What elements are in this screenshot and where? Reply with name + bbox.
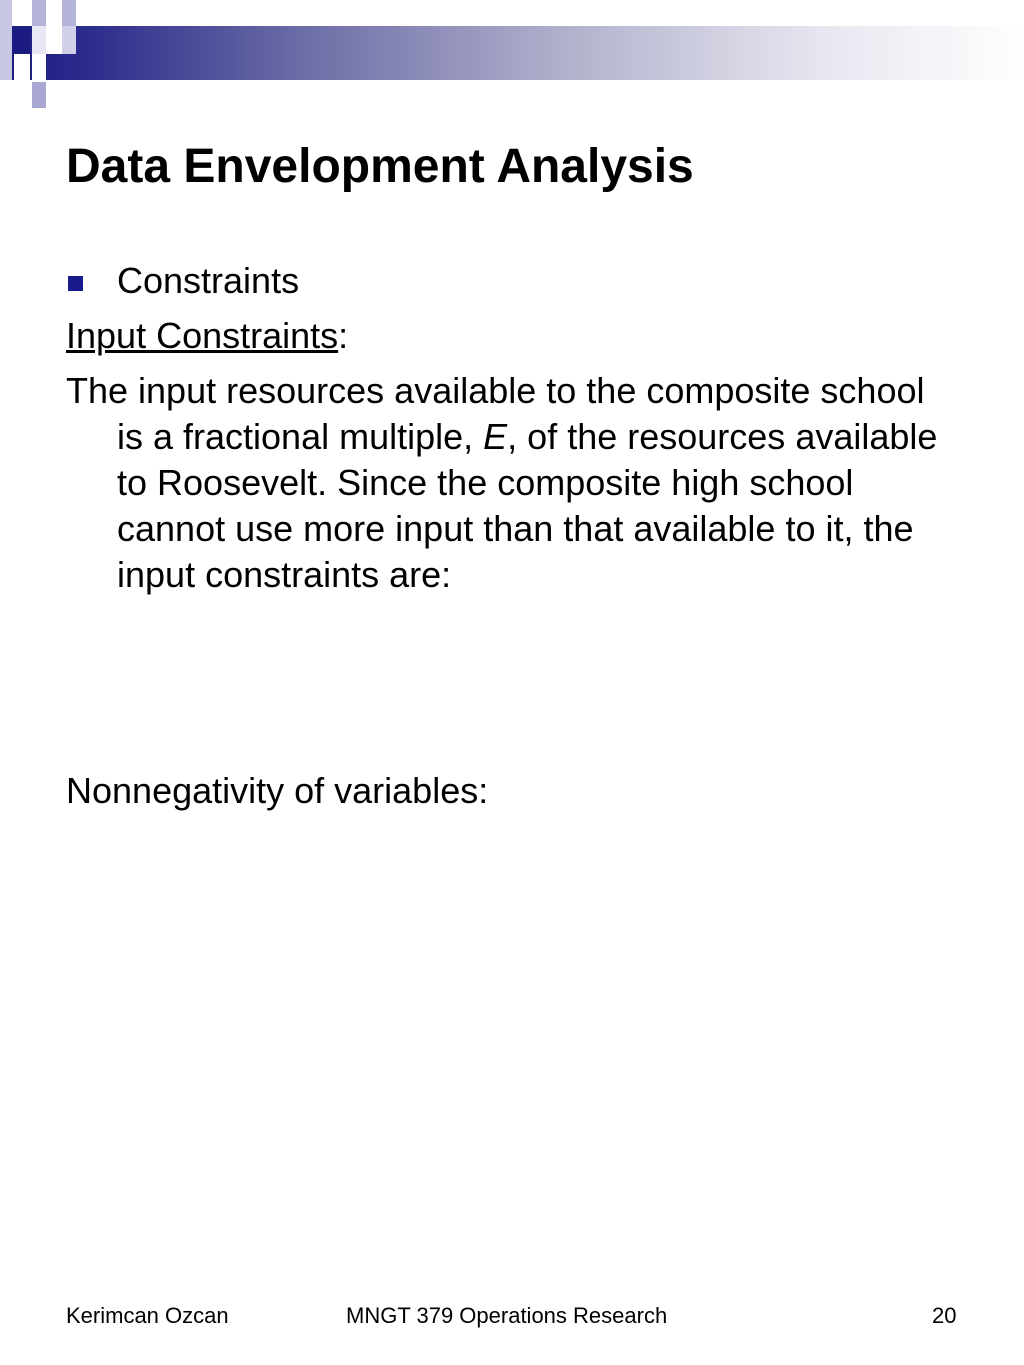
input-constraints-heading bbox=[66, 313, 956, 359]
bullet-square-icon bbox=[68, 276, 83, 291]
nonnegativity-heading: Nonnegativity of variables: bbox=[66, 770, 489, 811]
decor-square bbox=[32, 26, 46, 54]
decor-square bbox=[0, 0, 12, 26]
decor-square bbox=[62, 0, 76, 26]
decor-square bbox=[32, 82, 46, 108]
bullet-item bbox=[66, 258, 956, 304]
decor-square bbox=[32, 54, 46, 80]
input-constraints-label: Input Constraints bbox=[66, 315, 339, 356]
footer-page-number: 20 bbox=[932, 1303, 957, 1328]
input-constraints-colon: : bbox=[338, 315, 349, 356]
bullet-text: Constraints bbox=[117, 260, 300, 301]
input-constraints-paragraph bbox=[66, 368, 956, 598]
decor-square bbox=[14, 54, 30, 80]
decor-square bbox=[0, 80, 12, 108]
paragraph-variable-e: E bbox=[483, 416, 508, 457]
slide-body bbox=[66, 258, 956, 598]
paragraph-text-part1: The input resources available to the composite school is a fractional multiple, bbox=[66, 370, 925, 457]
header-gradient-band bbox=[0, 26, 1024, 80]
decor-square bbox=[46, 26, 62, 54]
decor-square bbox=[0, 26, 12, 80]
footer-course: MNGT 379 Operations Research bbox=[346, 1303, 668, 1328]
slide-title: Data Envelopment Analysis bbox=[66, 140, 694, 193]
footer-author: Kerimcan Ozcan bbox=[66, 1303, 229, 1328]
decor-square bbox=[62, 26, 76, 54]
decor-square bbox=[32, 0, 46, 26]
decor-square bbox=[46, 0, 62, 26]
paragraph-text-part2: , of the resources available to Roosevelt. Since the composite high school cannot use more input than that available to it, the input constraints are: bbox=[117, 416, 938, 595]
decor-square bbox=[14, 30, 30, 54]
decor-square bbox=[14, 0, 30, 26]
